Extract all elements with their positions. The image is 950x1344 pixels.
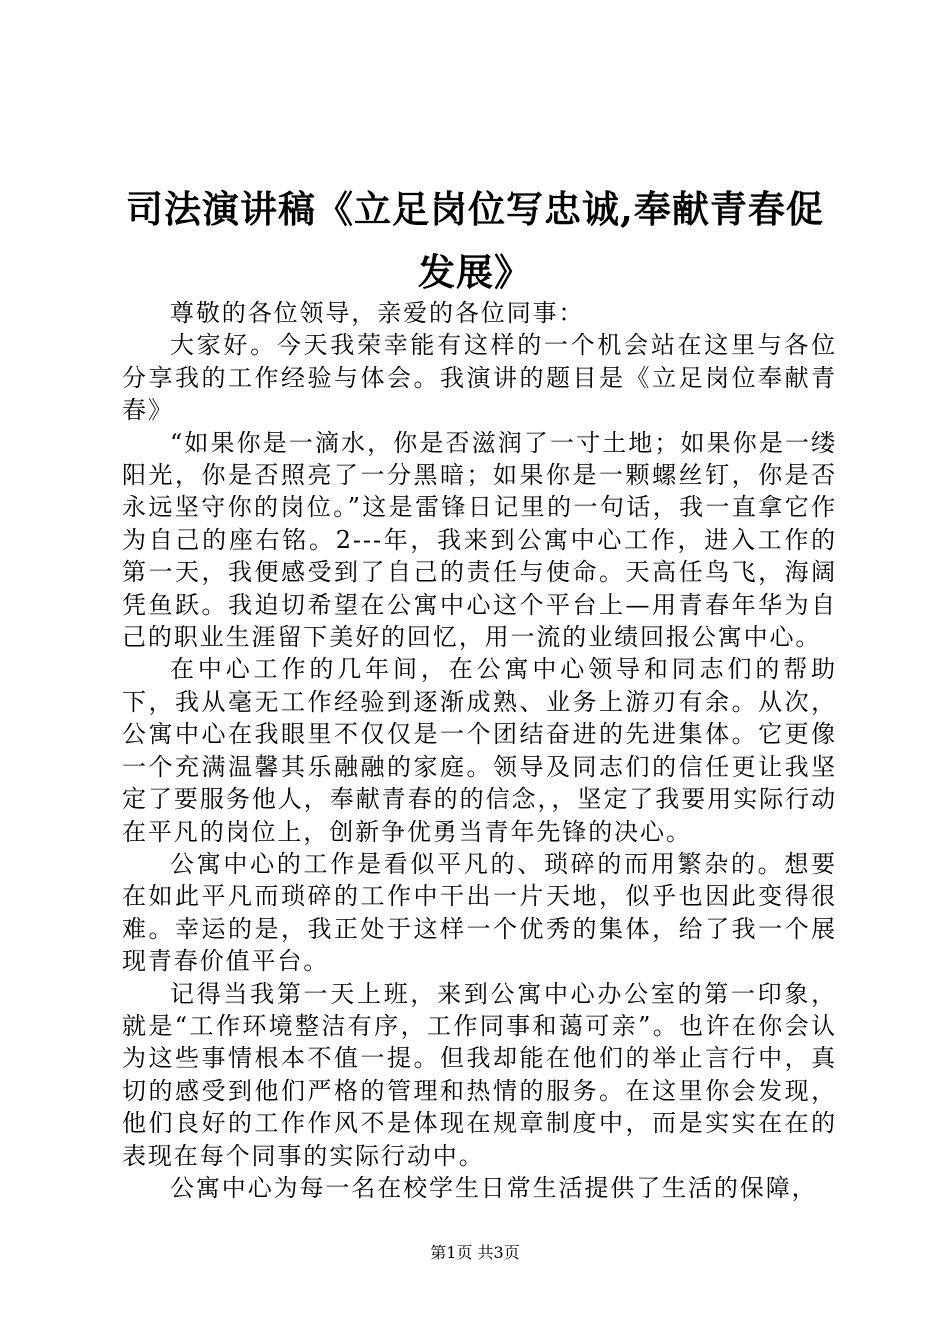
paragraph: “如果你是一滴水，你是否滋润了一寸土地；如果你是一缕阳光，你是否照亮了一分黑暗；如果你是一颗螺丝钉，你是否永远坚守你的岗位。”这是雷锋日记里的一句话，我一直拿它作为自己的座右铭。2---年，我来到公寓中心工作，进入工作的第一天，我便感受到了自己的责任与使命。天高任鸟飞，海阔凭鱼跃。我迫切希望在公寓中心这个平台上—用青春年华为自己的职业生涯留下美好的回忆，用一流的业绩回报公寓中心。 [122, 428, 837, 652]
document-body [122, 297, 837, 1204]
page-footer: 第1页 共3页 [430, 1243, 520, 1262]
paragraph: 在中心工作的几年间，在公寓中心领导和同志们的帮助下，我从毫无工作经验到逐渐成熟、业务上游刃有余。从次，公寓中心在我眼里不仅仅是一个团结奋进的先进集体。它更像一个充满温馨其乐融融的家庭。领导及同志们的信任更让我坚定了要服务他人，奉献青春的的信念，，坚定了我要用实际行动在平凡的岗位上，创新争优勇当青年先锋的决心。 [122, 655, 837, 846]
paragraph: 公寓中心的工作是看似平凡的、琐碎的而用繁杂的。想要在如此平凡而琐碎的工作中干出一片天地，似乎也因此变得很难。幸运的是，我正处于这样一个优秀的集体，给了我一个展现青春价值平台。 [122, 849, 837, 976]
paragraph: 公寓中心为每一名在校学生日常生活提供了生活的保障， [170, 1173, 818, 1202]
paragraph: 记得当我第一天上班，来到公寓中心办公室的第一印象，就是“工作环境整洁有序，工作同事和蔼可亲”。也许在你会认为这些事情根本不值一提。但我却能在他们的举止言行中，真切的感受到他们严格的管理和热情的服务。在这里你会发现，他们良好的工作作风不是体现在规章制度中，而是实实在在的表现在每个同事的实际行动中。 [122, 979, 837, 1170]
document-title: 司法演讲稿《立足岗位写忠诚,奉献青春促发展》 [126, 187, 824, 294]
paragraph: 大家好。今天我荣幸能有这样的一个机会站在这里与各位分享我的工作经验与体会。我演讲的题目是《立足岗位奉献青春》 [122, 331, 837, 425]
paragraph-salutation: 尊敬的各位领导，亲爱的各位同事： [170, 299, 585, 327]
